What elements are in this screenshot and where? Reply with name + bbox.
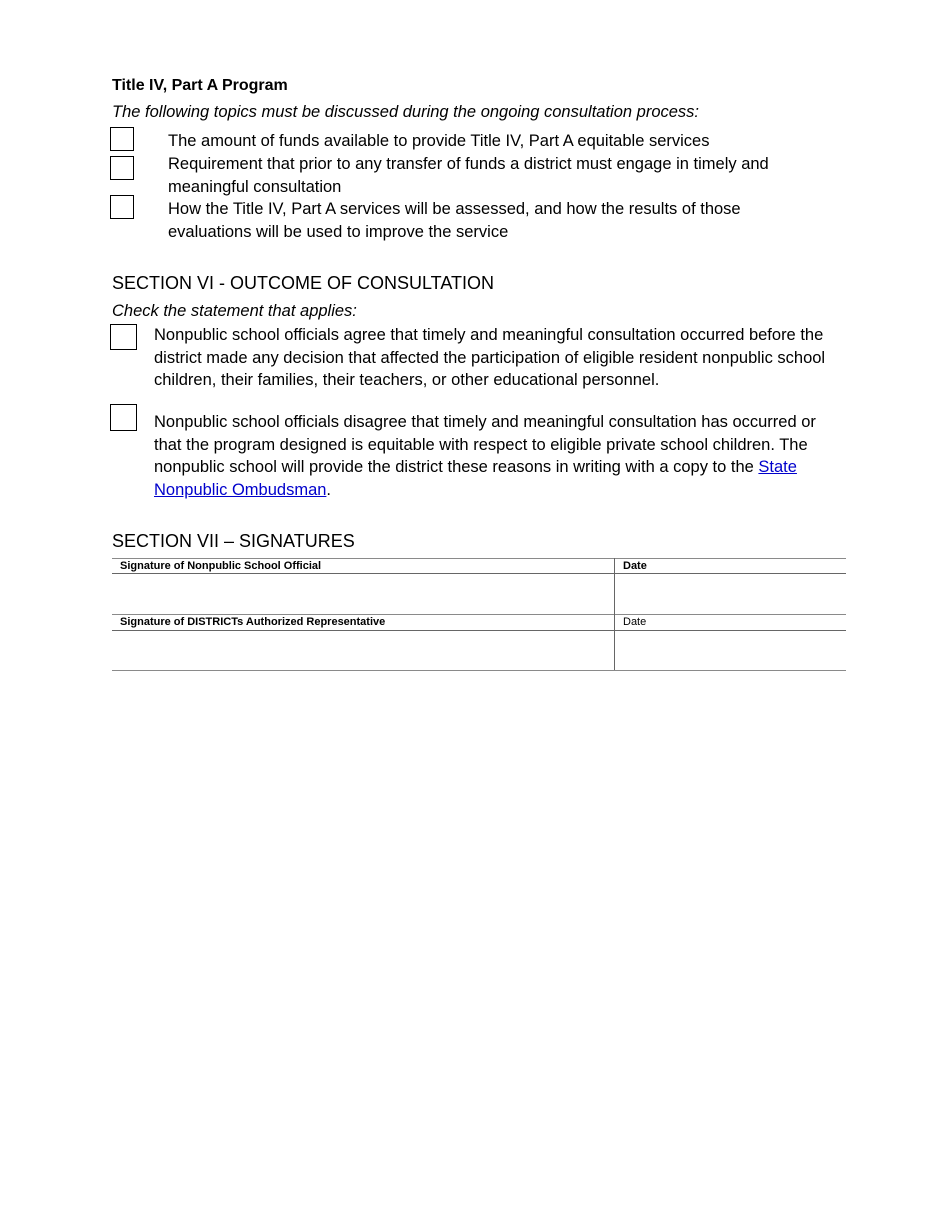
disagree-text: Nonpublic school officials disagree that timely and meaningful consultation has occurred or that the program designed is equitable with respect to eligible private school children. The nonpublic school will provide the district these reasons in writing with a copy to the [154,413,816,476]
row1-bottom-rule [112,614,846,615]
title-iv-heading: Title IV, Part A Program [112,77,288,94]
title-iv-checkbox-1[interactable] [110,127,134,151]
row2-header-rule [112,630,846,631]
agree-checkbox[interactable] [110,324,137,350]
district-signature-label: Signature of DISTRICTs Authorized Representative [120,616,386,628]
nonpublic-date-label: Date [623,560,647,572]
table-top-rule [112,558,846,559]
district-date-label: Date [623,616,647,628]
title-iv-item-3: How the Title IV, Part A services will be assessed, and how the results of those evaluations will be used to improve the service [168,200,741,241]
row1-divider [614,558,615,615]
section-vii-heading: SECTION VII – SIGNATURES [112,531,355,551]
disagree-checkbox[interactable] [110,404,137,431]
district-date-field[interactable] [616,632,846,670]
disagree-statement [154,411,844,501]
district-signature-field[interactable] [112,632,614,670]
title-iv-checkbox-3[interactable] [110,195,134,219]
title-iv-item-2: Requirement that prior to any transfer of funds a district must engage in timely and meaningful consultation [168,155,769,196]
table-bottom-rule [112,670,846,671]
title-iv-checkbox-2[interactable] [110,156,134,180]
agree-statement: Nonpublic school officials agree that timely and meaningful consultation occurred before the district made any decision that affected the participation of eligible resident nonpublic school children, their families, their teachers, or other educational personnel. [154,326,826,389]
nonpublic-signature-label: Signature of Nonpublic School Official [120,560,322,572]
title-iv-item-1: The amount of funds available to provide Title IV, Part A equitable services [168,132,710,150]
nonpublic-signature-field[interactable] [112,575,614,613]
row2-divider [614,614,615,671]
ombudsman-link[interactable]: State Nonpublic Ombudsman [154,458,797,499]
title-iv-intro: The following topics must be discussed during the ongoing consultation process: [112,103,700,121]
row1-header-rule [112,573,846,574]
nonpublic-date-field[interactable] [616,575,846,613]
section-vi-heading: SECTION VI - OUTCOME OF CONSULTATION [112,273,495,293]
section-vi-intro: Check the statement that applies: [112,302,357,320]
disagree-end: . [326,480,332,499]
